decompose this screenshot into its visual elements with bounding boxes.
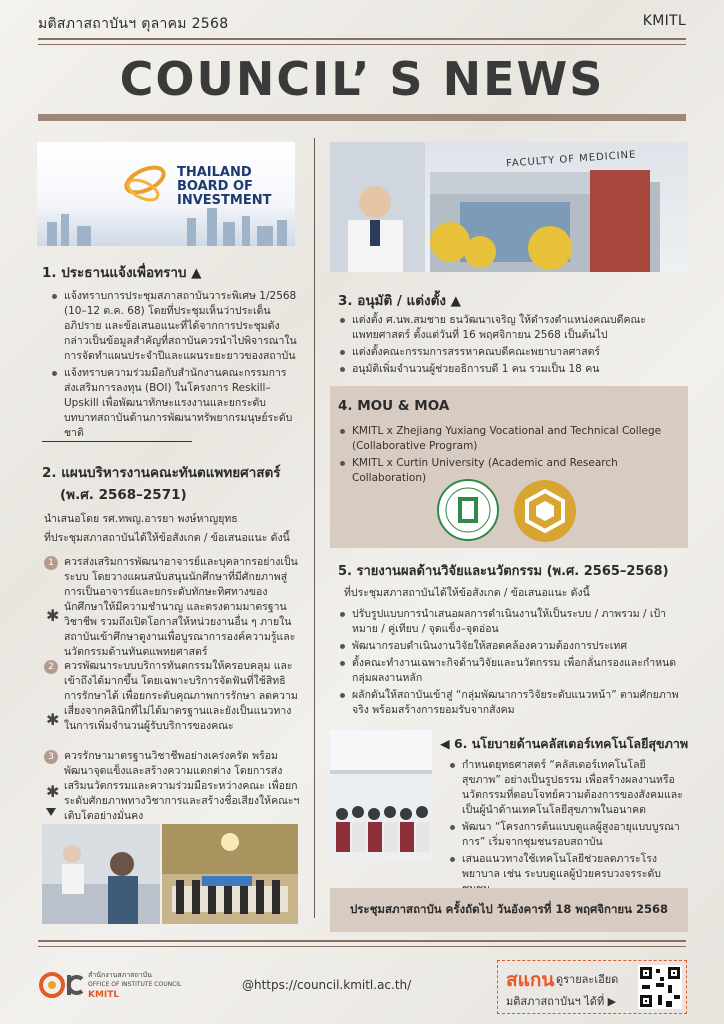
s3-title: 3. อนุมัติ / แต่งตั้ง ▲ <box>338 293 462 309</box>
top-rule-2 <box>38 44 686 45</box>
s2-title-years: (พ.ศ. 2568–2571) <box>60 487 187 503</box>
column-divider <box>314 138 315 918</box>
list-item: แต่งตั้ง ศ.นพ.สมชาย ธนวัฒนาเจริญ ให้ดำรงตำแหน่งคณบดีคณะแพทยศาสตร์ ตั้งแต่วันที่ 16 พฤศจิกายน 2568 เป็นต้นไป <box>338 313 684 343</box>
boi-line3: INVESTMENT <box>177 193 272 208</box>
faculty-sign: FACULTY OF MEDICINE <box>505 149 637 170</box>
list-item: แต่งตั้งคณะกรรมการสรรหาคณบดีคณะพยาบาลศาสตร์ <box>338 345 684 360</box>
org-th: สำนักงานสภาสถาบัน <box>88 971 152 979</box>
list-item: อนุมัติเพิ่มจำนวนผู้ช่วยอธิการบดี 1 คน รวมเป็น 18 คน <box>338 362 684 377</box>
s4-title: 4. MOU & MOA <box>338 398 450 414</box>
scan-box[interactable] <box>497 960 687 1014</box>
list-item: แจ้งทราบการประชุมสภาสถาบันวาระพิเศษ 1/2568 (10–12 ต.ค. 68) โดยที่ประชุมเห็นว่าประเด็นอภิปราย และข้อเสนอแนะที่ได้จากการประชุมดังกล่าวเป็นข้อมูลสำคัญที่สถาบันควรนำไปพิจารณาในการจัดทำแผนประจำปีและแผนระยะยาวของสถาบัน <box>50 289 298 364</box>
page-title: COUNCIL’ S NEWS <box>119 52 605 106</box>
list-item: ผลักดันให้สถาบันเข้าสู่ “กลุ่มพัฒนาการวิจัยระดับแนวหน้า” ตามศักยภาพจริง พร้อมสร้างการยอมรับจากสังคม <box>338 688 684 718</box>
triangle-down-icon <box>46 808 56 816</box>
oic-logo-icon <box>38 969 84 1001</box>
org-en: OFFICE OF INSTITUTE COUNCIL <box>88 981 182 988</box>
scan-big-text: สแกน <box>506 969 555 991</box>
org-kmitl: KMITL <box>88 990 120 1000</box>
list-item: พัฒนากรอบดำเนินงานวิจัยให้สอดคล้องความต้องการประเทศ <box>338 639 684 654</box>
asterisk-icon: ✱ <box>46 782 60 801</box>
s2-presenter: นำเสนอโดย รศ.ทพญ.อารยา พงษ์หาญยุทธ <box>44 513 238 525</box>
curtin-logo-icon <box>513 479 577 543</box>
s5-list <box>338 607 684 720</box>
list-item: กำหนดยุทธศาสตร์ “คลัสเตอร์เทคโนโลยีสุขภาพ” อย่างเป็นรูปธรรม เพื่อสร้างผลงานหรือนวัตกรรมที่ตอบโจทย์ความต้องการของสังคมและเป็นผู้นำด้านเทคโนโลยีสุขภาพในอนาคต <box>448 758 684 818</box>
boi-line1: THAILAND <box>177 165 252 180</box>
s5-title: 5. รายงานผลด้านวิจัยและนวัตกรรม (พ.ศ. 2565–2568) <box>338 564 669 579</box>
scan-small-text: ดูรายละเอียด <box>556 973 619 986</box>
bottom-rule <box>38 940 686 942</box>
s2-item-number: 3 <box>44 750 58 764</box>
list-item: KMITL x Curtin University (Academic and Research Collaboration) <box>338 456 684 486</box>
s6-list <box>448 758 684 899</box>
scan-line2-text: มติสภาสถาบันฯ ได้ที่ ▶ <box>506 995 617 1008</box>
s1-rule <box>42 441 192 442</box>
header-right: KMITL <box>642 13 686 29</box>
asterisk-icon: ✱ <box>46 606 60 625</box>
s2-item-number: 2 <box>44 660 58 674</box>
s4-list <box>338 424 684 488</box>
list-item: KMITL x Zhejiang Yuxiang Vocational and Technical College (Collaborative Program) <box>338 424 684 454</box>
s2-item-text: ควรรักษามาตรฐานวิชาชีพอย่างเคร่งครัด พร้อมพัฒนาจุดแข็งและสร้างความแตกต่าง โดยการส่งเสริมนวัตกรรมและความร่วมมือระหว่างคณะ เพื่อยกระดับศักยภาพทางวิชาการและสร้างชื่อเสียงให้คณะฯ เติบโตอย่างมั่นคง <box>64 750 300 822</box>
s1-list <box>50 289 298 443</box>
header-left: มติสภาสถาบันฯ ตุลาคม 2568 <box>38 16 229 32</box>
s5-note: ที่ประชุมสภาสถาบันได้ให้ข้อสังเกต / ข้อเสนอแนะ ดังนี้ <box>344 587 590 599</box>
council-url-link[interactable]: @https://council.kmitl.ac.th/ <box>242 978 412 992</box>
top-rule <box>38 38 686 40</box>
s1-title: 1. ประธานแจ้งเพื่อทราบ ▲ <box>42 265 202 281</box>
next-meeting-box <box>330 888 688 932</box>
faculty-photo <box>330 142 688 272</box>
s2-item-text: ควรพัฒนาระบบบริการทันตกรรมให้ครอบคลุม และเข้าถึงได้มากขึ้น โดยเฉพาะบริการจัดฟันที่ใช้สิทธิการรักษาได้ เพื่อยกระดับคุณภาพการรักษา ลดความเสี่ยงจากคลินิกที่ไม่ได้มาตรฐานและยังเป็นแนวทางในการเพิ่มจำนวนผู้รับบริการของคณะ <box>64 660 298 732</box>
list-item: เสนอแนวทางใช้เทคโนโลยีช่วยลดภาระโรงพยาบาล เช่น ระบบดูแลผู้ป่วยครบวงจรระดับ <box>448 852 684 897</box>
next-meeting-text: ประชุมสภาสถาบัน ครั้งถัดไป วันอังคารที่ 18 พฤศจิกายน 2568 <box>349 902 669 916</box>
s2-item-number: 1 <box>44 556 58 570</box>
s3-list <box>338 313 684 379</box>
list-item: ปรับรูปแบบการนำเสนอผลการดำเนินงานให้เป็นระบบ / ภาพรวม / เป้าหมาย / คู่เทียบ / จุดแข็ง–จุดอ่อน <box>338 607 684 637</box>
s2-item-text: ควรส่งเสริมการพัฒนาอาจารย์และบุคลากรอย่างเป็นระบบ โดยวางแผนสนับสนุนนักศึกษาที่มีศักยภาพสู่การเป็นอาจารย์และยกระดับทักษะทิศทางของนักศึกษาให้มีความชำนาญ และตรงตามมาตรฐานวิชาชีพ รวมถึงเปิดโอกาสให้หน่วยงานอื่น ๆ ภายในสถาบันเข้าศึกษาดูงานเพื่อบูรณาการองค์ความรู้และนวัตกรรมด้านทันตแพทยศาสตร์ <box>64 556 298 658</box>
asterisk-icon: ✱ <box>46 710 60 729</box>
list-item: พัฒนา “โครงการต้นแบบดูแลผู้สูงอายุแบบบูรณาการ” เริ่มจากชุมชนรอบสถาบัน <box>448 820 684 850</box>
dental-photo-2 <box>162 824 298 924</box>
s2-note: ที่ประชุมสภาสถาบันได้ให้ข้อสังเกต / ข้อเสนอแนะ ดังนี้ <box>44 532 290 544</box>
s2-title: 2. แผนบริหารงานคณะทันตแพทยศาสตร์ <box>42 465 281 481</box>
title-rule <box>38 114 686 121</box>
s6-title: ◀ 6. นโยบายด้านคลัสเตอร์เทคโนโลยีสุขภาพ <box>440 736 689 751</box>
list-item: แจ้งทราบความร่วมมือกับสำนักงานคณะกรรมการส่งเสริมการลงทุน (BOI) ในโครงการ Reskill–Upskill เพื่อพัฒนาทักษะแรงงานและยกระดับบทบาทสถาบันด้านการพัฒนาทรัพยากรมนุษย์ระดับชาติ <box>50 366 298 441</box>
list-item: ตั้งคณะทำงานเฉพาะกิจด้านวิจัยและนวัตกรรม เพื่อกลั่นกรองและกำหนดกลุ่มผลงานหลัก <box>338 656 684 686</box>
bottom-rule-2 <box>38 946 686 947</box>
zhejiang-logo-icon <box>437 479 499 541</box>
dental-photo-1 <box>42 824 160 924</box>
boi-line2: BOARD OF <box>177 179 253 194</box>
qr-code-icon[interactable] <box>638 965 682 1009</box>
boi-banner-image <box>37 142 295 246</box>
health-cluster-photo <box>330 730 432 860</box>
